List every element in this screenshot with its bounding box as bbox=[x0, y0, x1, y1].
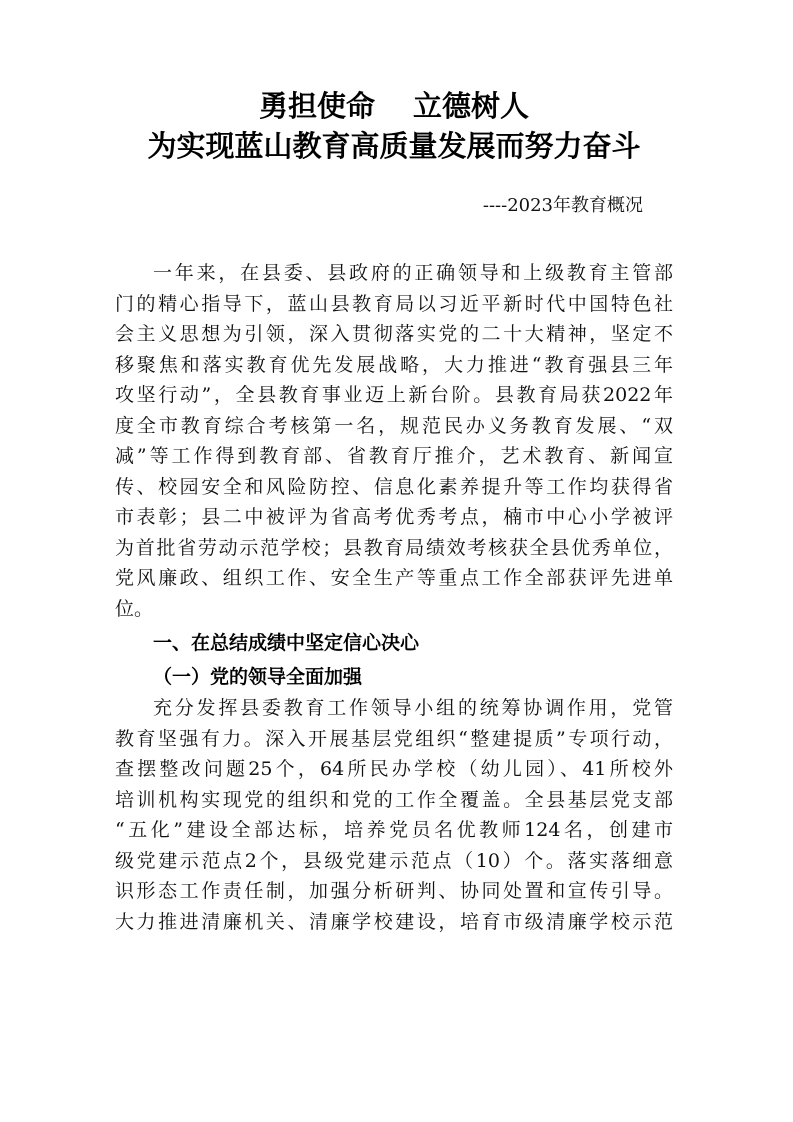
document-subtitle: ----2023年教育概况 bbox=[482, 195, 643, 216]
subsection-heading: （一）党的领导全面加强 bbox=[153, 666, 363, 688]
paragraph-line: 市表彰；县二中被评为省高考优秀考点，楠市中心小学被评 bbox=[115, 506, 673, 528]
document-title-line-2: 为实现蓝山教育高质量发展而努力奋斗 bbox=[147, 129, 641, 163]
paragraph-line: 位。 bbox=[115, 597, 154, 620]
paragraph-line: 移聚焦和落实教育优先发展战略，大力推进“教育强县三年 bbox=[115, 353, 673, 376]
section-paragraph bbox=[115, 693, 673, 937]
paragraph-line: 识形态工作责任制，加强分析研判、协同处置和宣传引导。 bbox=[115, 880, 673, 902]
paragraph-line: 度全市教育综合考核第一名，规范民办义务教育发展、“双 bbox=[115, 414, 673, 437]
intro-paragraph bbox=[115, 258, 673, 624]
paragraph-line: 传、校园安全和风险防控、信息化素养提升等工作均获得省 bbox=[115, 475, 673, 498]
paragraph-line: 门的精心指导下，蓝山县教育局以习近平新时代中国特色社 bbox=[115, 292, 673, 315]
document-body bbox=[115, 258, 673, 937]
paragraph-line: 教育坚强有力。深入开展基层党组织“整建提质”专项行动， bbox=[115, 727, 673, 750]
paragraph-line: “五化”建设全部达标，培养党员名优教师124名，创建市 bbox=[115, 819, 673, 841]
document-title-line-1: 勇担使命 立德树人 bbox=[258, 89, 530, 123]
paragraph-line: 一年来，在县委、县政府的正确领导和上级教育主管部 bbox=[153, 262, 673, 284]
paragraph-line: 党风廉政、组织工作、安全生产等重点工作全部获评先进单 bbox=[115, 567, 673, 589]
section-heading: 一、在总结成绩中坚定信心决心 bbox=[153, 632, 420, 654]
paragraph-line: 充分发挥县委教育工作领导小组的统筹协调作用，党管 bbox=[153, 697, 673, 719]
paragraph-line: 会主义思想为引领，深入贯彻落实党的二十大精神，坚定不 bbox=[115, 323, 673, 345]
paragraph-line: 大力推进清廉机关、清廉学校建设，培育市级清廉学校示范 bbox=[115, 910, 673, 933]
paragraph-line: 为首批省劳动示范学校；县教育局绩效考核获全县优秀单位， bbox=[115, 536, 673, 559]
paragraph-line: 减”等工作得到教育部、省教育厅推介，艺术教育、新闻宣 bbox=[115, 445, 673, 467]
paragraph-line: 级党建示范点2个，县级党建示范点（10）个。落实落细意 bbox=[115, 849, 673, 872]
paragraph-line: 查摆整改问题25个，64所民办学校（幼儿园）、41所校外 bbox=[115, 758, 673, 780]
paragraph-line: 培训机构实现党的组织和党的工作全覆盖。全县基层党支部 bbox=[115, 788, 673, 811]
paragraph-line: 攻坚行动”，全县教育事业迈上新台阶。县教育局获2022年 bbox=[115, 384, 673, 406]
